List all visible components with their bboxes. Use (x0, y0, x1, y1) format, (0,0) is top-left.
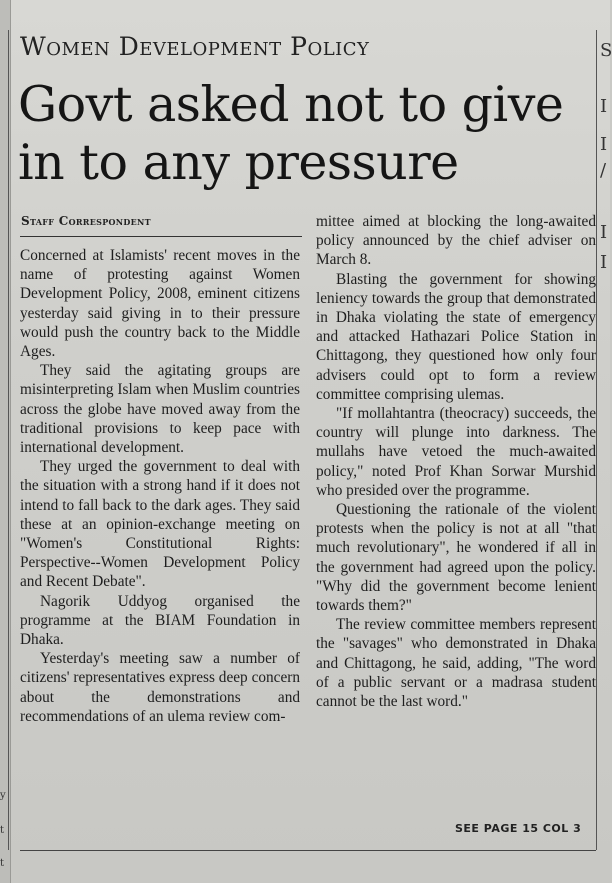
adjacent-column-left (0, 0, 11, 883)
paragraph: "If mollahtantra (theocracy) succeeds, the country will plunge into darkness. The mullahs have vetoed the much-awaited policy," noted Prof Khan Sorwar Murshid who presided over the programme. (316, 405, 596, 499)
paragraph: Concerned at Islamists' recent moves in the name of protesting against Women Development Policy, 2008, eminent citizens yesterday said giving in to their pressure would push the country back to the Middle Ages. (20, 247, 300, 361)
paragraph: Blasting the government for showing leniency towards the group that demonstrated in Dhaka violating the state of emergency and attacked Hathazari Police Station in Chittagong, they questioned how only four advisers could opt to form a review committee comprising ulemas. (316, 270, 596, 403)
paragraph: Nagorik Uddyog organised the programme at the BIAM Foundation in Dhaka. (20, 592, 300, 649)
right-fragment: S (600, 40, 612, 61)
byline-rule (20, 236, 302, 237)
adjacent-column-right (598, 0, 610, 883)
body-column-2 (316, 212, 596, 711)
left-fragment: y (0, 790, 6, 801)
headline: Govt asked not to give in to any pressure (18, 76, 564, 191)
paragraph: They said the agitating groups are misinterpreting Islam when Muslim countries across the globe have moved away from the traditional provisions to keep pace with international development. (20, 362, 300, 457)
right-fragment: I (600, 222, 608, 243)
byline: Staff Correspondent (21, 214, 151, 228)
section-kicker: Women Development Policy (20, 32, 370, 61)
paragraph: Questioning the rationale of the violent protests when the policy is not at all "that much revolutionary", he wondered if all in the government had agreed upon the policy. "Why did the government become lenient towards them?" (316, 501, 596, 615)
left-fragment: t (0, 825, 5, 836)
body-column-1 (20, 246, 300, 726)
left-fragment: t (0, 858, 5, 869)
paragraph: Yesterday's meeting saw a number of citizens' representatives express deep concern about the demonstrations and recommendations of an ulema review com- (20, 650, 300, 725)
right-fragment: I (600, 252, 608, 273)
column-rule-left (8, 30, 9, 850)
right-fragment: I (600, 96, 608, 117)
column-rule-right (596, 30, 597, 850)
right-fragment: I (600, 134, 608, 155)
right-fragment: / (600, 160, 607, 181)
bottom-rule (20, 850, 596, 851)
continuation-note: SEE PAGE 15 COL 3 (455, 822, 582, 835)
paragraph: They urged the government to deal with the situation with a strong hand if it does not intend to fall back to the dark ages. They said these at an opinion-exchange meeting on "Women's Constitutional Rights: Perspective--Women Development Policy and Recent Debate". (20, 458, 300, 591)
paragraph: The review committee members represent the "savages" who demonstrated in Dhaka and Chittagong, he said, adding, "The word of a public servant or a madrasa student cannot be the last word." (316, 616, 596, 711)
paragraph: mittee aimed at blocking the long-awaited policy announced by the chief adviser on March 8. (316, 213, 596, 269)
